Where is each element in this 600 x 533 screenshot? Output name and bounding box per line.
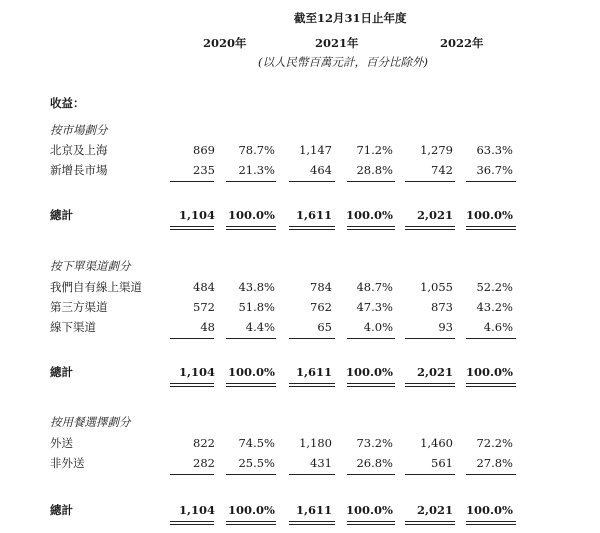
subtotal-rule [289, 181, 335, 182]
subtotal-rule [405, 474, 455, 475]
value-cell: 93 [438, 320, 453, 334]
value-cell: 73.2% [356, 436, 393, 450]
value-cell: 742 [431, 163, 453, 177]
total-double-rule [170, 521, 214, 525]
value-cell: 48 [200, 320, 215, 334]
value-cell: 4.6% [483, 320, 513, 334]
value-cell: 65 [317, 320, 332, 334]
total-double-rule [289, 521, 335, 525]
value-cell: 51.8% [238, 300, 275, 314]
total-cell: 100.0% [228, 208, 275, 222]
total-double-rule [405, 226, 455, 230]
value-cell: 4.4% [245, 320, 275, 334]
total-double-rule [226, 226, 276, 230]
value-cell: 1,055 [420, 280, 453, 294]
year-header-2020: 2020年 [203, 36, 247, 50]
value-cell: 71.2% [356, 143, 393, 157]
value-cell: 21.3% [238, 163, 275, 177]
subtotal-rule [347, 181, 395, 182]
revenue-label: 收益： [50, 96, 85, 110]
value-cell: 25.5% [238, 456, 275, 470]
subtotal-rule [405, 181, 455, 182]
unit-note: (以人民幣百萬元計，百分比除外) [258, 55, 428, 69]
total-cell: 1,104 [178, 503, 215, 517]
value-cell: 235 [193, 163, 215, 177]
total-double-rule [405, 521, 455, 525]
total-cell: 2,021 [416, 503, 453, 517]
subtotal-rule [405, 338, 455, 339]
total-cell: 1,611 [295, 365, 332, 379]
value-cell: 1,147 [299, 143, 332, 157]
value-cell: 47.3% [356, 300, 393, 314]
value-cell: 28.8% [356, 163, 393, 177]
total-double-rule [170, 226, 214, 230]
total-double-rule [466, 226, 516, 230]
total-label: 總計 [50, 208, 73, 222]
row-label: 我們自有線上渠道 [50, 280, 142, 294]
value-cell: 431 [310, 456, 332, 470]
total-label: 總計 [50, 365, 73, 379]
row-label: 外送 [50, 436, 73, 450]
total-double-rule [226, 521, 276, 525]
total-double-rule [466, 383, 516, 387]
value-cell: 1,279 [420, 143, 453, 157]
row-label: 第三方渠道 [50, 300, 108, 314]
value-cell: 464 [310, 163, 332, 177]
total-cell: 100.0% [466, 365, 513, 379]
section-title-market: 按市場劃分 [50, 123, 108, 137]
value-cell: 4.0% [363, 320, 393, 334]
section-title-channel: 按下單渠道劃分 [50, 259, 131, 273]
value-cell: 484 [193, 280, 215, 294]
value-cell: 43.8% [238, 280, 275, 294]
subtotal-rule [466, 474, 516, 475]
subtotal-rule [289, 338, 335, 339]
subtotal-rule [170, 181, 214, 182]
subtotal-rule [466, 338, 516, 339]
total-double-rule [405, 383, 455, 387]
value-cell: 52.2% [476, 280, 513, 294]
total-cell: 100.0% [228, 503, 275, 517]
total-cell: 1,104 [178, 365, 215, 379]
subtotal-rule [347, 338, 395, 339]
total-double-rule [226, 383, 276, 387]
total-cell: 100.0% [466, 503, 513, 517]
subtotal-rule [170, 338, 214, 339]
value-cell: 1,180 [299, 436, 332, 450]
value-cell: 78.7% [238, 143, 275, 157]
value-cell: 43.2% [476, 300, 513, 314]
year-header-2021: 2021年 [315, 36, 359, 50]
total-cell: 2,021 [416, 208, 453, 222]
row-label: 新增長市場 [50, 163, 108, 177]
value-cell: 561 [431, 456, 453, 470]
value-cell: 869 [193, 143, 215, 157]
total-cell: 1,104 [178, 208, 215, 222]
row-label: 線下渠道 [50, 320, 96, 334]
total-double-rule [289, 226, 335, 230]
total-double-rule [347, 383, 395, 387]
subtotal-rule [347, 474, 395, 475]
total-double-rule [170, 383, 214, 387]
value-cell: 572 [193, 300, 215, 314]
row-label: 北京及上海 [50, 143, 108, 157]
total-cell: 1,611 [295, 208, 332, 222]
subtotal-rule [289, 474, 335, 475]
total-cell: 100.0% [466, 208, 513, 222]
value-cell: 63.3% [476, 143, 513, 157]
total-cell: 100.0% [346, 208, 393, 222]
value-cell: 1,460 [420, 436, 453, 450]
period-header: 截至12月31日止年度 [294, 11, 407, 25]
value-cell: 784 [310, 280, 332, 294]
subtotal-rule [170, 474, 214, 475]
total-cell: 2,021 [416, 365, 453, 379]
total-double-rule [289, 383, 335, 387]
value-cell: 74.5% [238, 436, 275, 450]
total-cell: 100.0% [228, 365, 275, 379]
subtotal-rule [226, 181, 276, 182]
value-cell: 873 [431, 300, 453, 314]
total-cell: 100.0% [346, 365, 393, 379]
value-cell: 27.8% [476, 456, 513, 470]
total-double-rule [347, 521, 395, 525]
total-double-rule [347, 226, 395, 230]
subtotal-rule [226, 338, 276, 339]
value-cell: 26.8% [356, 456, 393, 470]
value-cell: 282 [193, 456, 215, 470]
value-cell: 48.7% [356, 280, 393, 294]
value-cell: 822 [193, 436, 215, 450]
total-cell: 100.0% [346, 503, 393, 517]
total-double-rule [466, 521, 516, 525]
value-cell: 762 [310, 300, 332, 314]
section-title-dining: 按用餐選擇劃分 [50, 415, 131, 429]
value-cell: 36.7% [476, 163, 513, 177]
subtotal-rule [466, 181, 516, 182]
total-label: 總計 [50, 503, 73, 517]
value-cell: 72.2% [476, 436, 513, 450]
total-cell: 1,611 [295, 503, 332, 517]
year-header-2022: 2022年 [440, 36, 484, 50]
row-label: 非外送 [50, 456, 85, 470]
subtotal-rule [226, 474, 276, 475]
